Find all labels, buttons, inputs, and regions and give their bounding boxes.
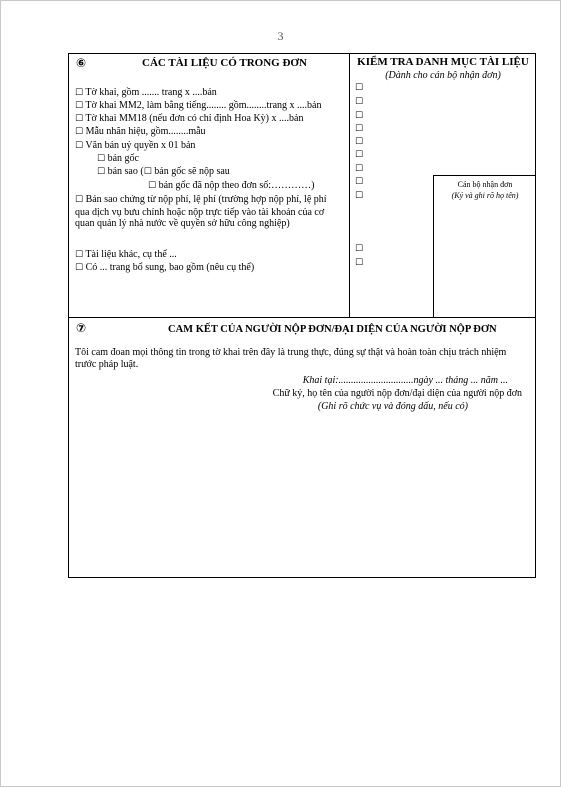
doc-item-tai-lieu-khac: ☐ Tài liệu khác, cụ thể ... xyxy=(75,249,177,260)
checkbox-icon[interactable]: ☐ xyxy=(75,114,84,124)
checkbox-icon[interactable]: ☐ xyxy=(75,141,84,151)
check-box-1[interactable]: ☐ xyxy=(355,83,364,93)
check-box-2[interactable]: ☐ xyxy=(355,97,364,107)
checkbox-icon[interactable]: ☐ xyxy=(143,167,152,177)
signature-note: (Ghi rõ chức vụ và đóng dấu, nếu có) xyxy=(317,401,468,412)
checkbox-icon[interactable]: ☐ xyxy=(97,154,106,164)
doc-item-trang-bo-sung: ☐ Có ... trang bổ sung, bao gồm (nêu cụ thể) xyxy=(75,262,255,273)
section-divider xyxy=(68,317,536,318)
checkbox-icon[interactable]: ☐ xyxy=(75,263,84,273)
doc-item-to-khai: ☐ Tờ khai, gồm ....... trang x ....bản xyxy=(75,87,217,98)
commitment-statement: Tôi cam đoan mọi thông tin trong tờ khai trên đây là trung thực, đúng sự thật và hoàn toàn chịu trách nhiệm trước pháp luật. xyxy=(75,347,507,370)
doc-item-ban-goc: ☐ bản gốc xyxy=(97,153,139,164)
page-number: 3 xyxy=(277,29,284,43)
checkbox-icon[interactable]: ☐ xyxy=(75,88,84,98)
check-box-6[interactable]: ☐ xyxy=(355,150,364,160)
doc-item-to-khai-mm18: ☐ Tờ khai MM18 (nếu đơn có chỉ định Hoa Kỳ) x ....bản xyxy=(75,113,304,124)
section7-title: CAM KẾT CỦA NGƯỜI NỘP ĐƠN/ĐẠI DIỆN CỦA NGƯỜI NỘP ĐƠN xyxy=(168,324,497,335)
checkbox-icon[interactable]: ☐ xyxy=(148,181,157,191)
checkbox-icon[interactable]: ☐ xyxy=(75,101,84,111)
checkbox-icon[interactable]: ☐ xyxy=(75,127,84,137)
section6-number: ⑥ xyxy=(76,56,87,70)
officer-note: (Ký và ghi rõ họ tên) xyxy=(451,191,519,200)
doc-item-to-khai-mm2: ☐ Tờ khai MM2, làm bằng tiếng........ gồm........trang x ....bản xyxy=(75,100,322,111)
doc-item-ban-sao-chung-tu: ☐ Bản sao chứng từ nộp phí, lệ phí (trường hợp nộp phí, lệ phí qua dịch vụ bưu chính hoặc nộp trực tiếp vào tài khoản của cơ quan quản lý nhà nước về quyền sở hữu công nghiệp) xyxy=(75,194,327,229)
signature-line: Chữ ký, họ tên của người nộp đơn/đại diện của người nộp đơn xyxy=(272,388,522,399)
officer-label: Cán bộ nhận đơn xyxy=(457,180,513,189)
check-box-11[interactable]: ☐ xyxy=(355,258,364,268)
doc-item-ban-sao: ☐ bản sao (☐ bản gốc sẽ nộp sau xyxy=(97,166,230,177)
check-column-subtitle: (Dành cho cán bộ nhận đơn) xyxy=(385,70,501,81)
section7-number: ⑦ xyxy=(76,321,87,335)
check-box-7[interactable]: ☐ xyxy=(355,164,364,174)
checkbox-icon[interactable]: ☐ xyxy=(75,250,84,260)
section6-title: CÁC TÀI LIỆU CÓ TRONG ĐƠN xyxy=(142,57,307,69)
checkbox-icon[interactable]: ☐ xyxy=(75,195,84,205)
check-box-5[interactable]: ☐ xyxy=(355,137,364,147)
check-box-4[interactable]: ☐ xyxy=(355,124,364,134)
doc-item-mau-nhan-hieu: ☐ Mẫu nhãn hiệu, gồm........mẫu xyxy=(75,126,206,137)
check-box-10[interactable]: ☐ xyxy=(355,244,364,254)
checkbox-icon[interactable]: ☐ xyxy=(97,167,106,177)
check-column-title: KIỂM TRA DANH MỤC TÀI LIỆU xyxy=(357,56,529,68)
check-box-9[interactable]: ☐ xyxy=(355,191,364,201)
check-box-3[interactable]: ☐ xyxy=(355,111,364,121)
column-divider xyxy=(349,53,350,318)
doc-item-ban-goc-da-nop: ☐ bản gốc đã nộp theo đơn số:…………) xyxy=(148,180,315,191)
doc-item-van-ban-uy-quyen: ☐ Văn bản uỷ quyền x 01 bản xyxy=(75,140,196,151)
officer-box-top-border xyxy=(433,175,536,176)
check-box-8[interactable]: ☐ xyxy=(355,177,364,187)
place-date-line: Khai tại:..............................ngày ... tháng ... năm ... xyxy=(302,375,508,386)
